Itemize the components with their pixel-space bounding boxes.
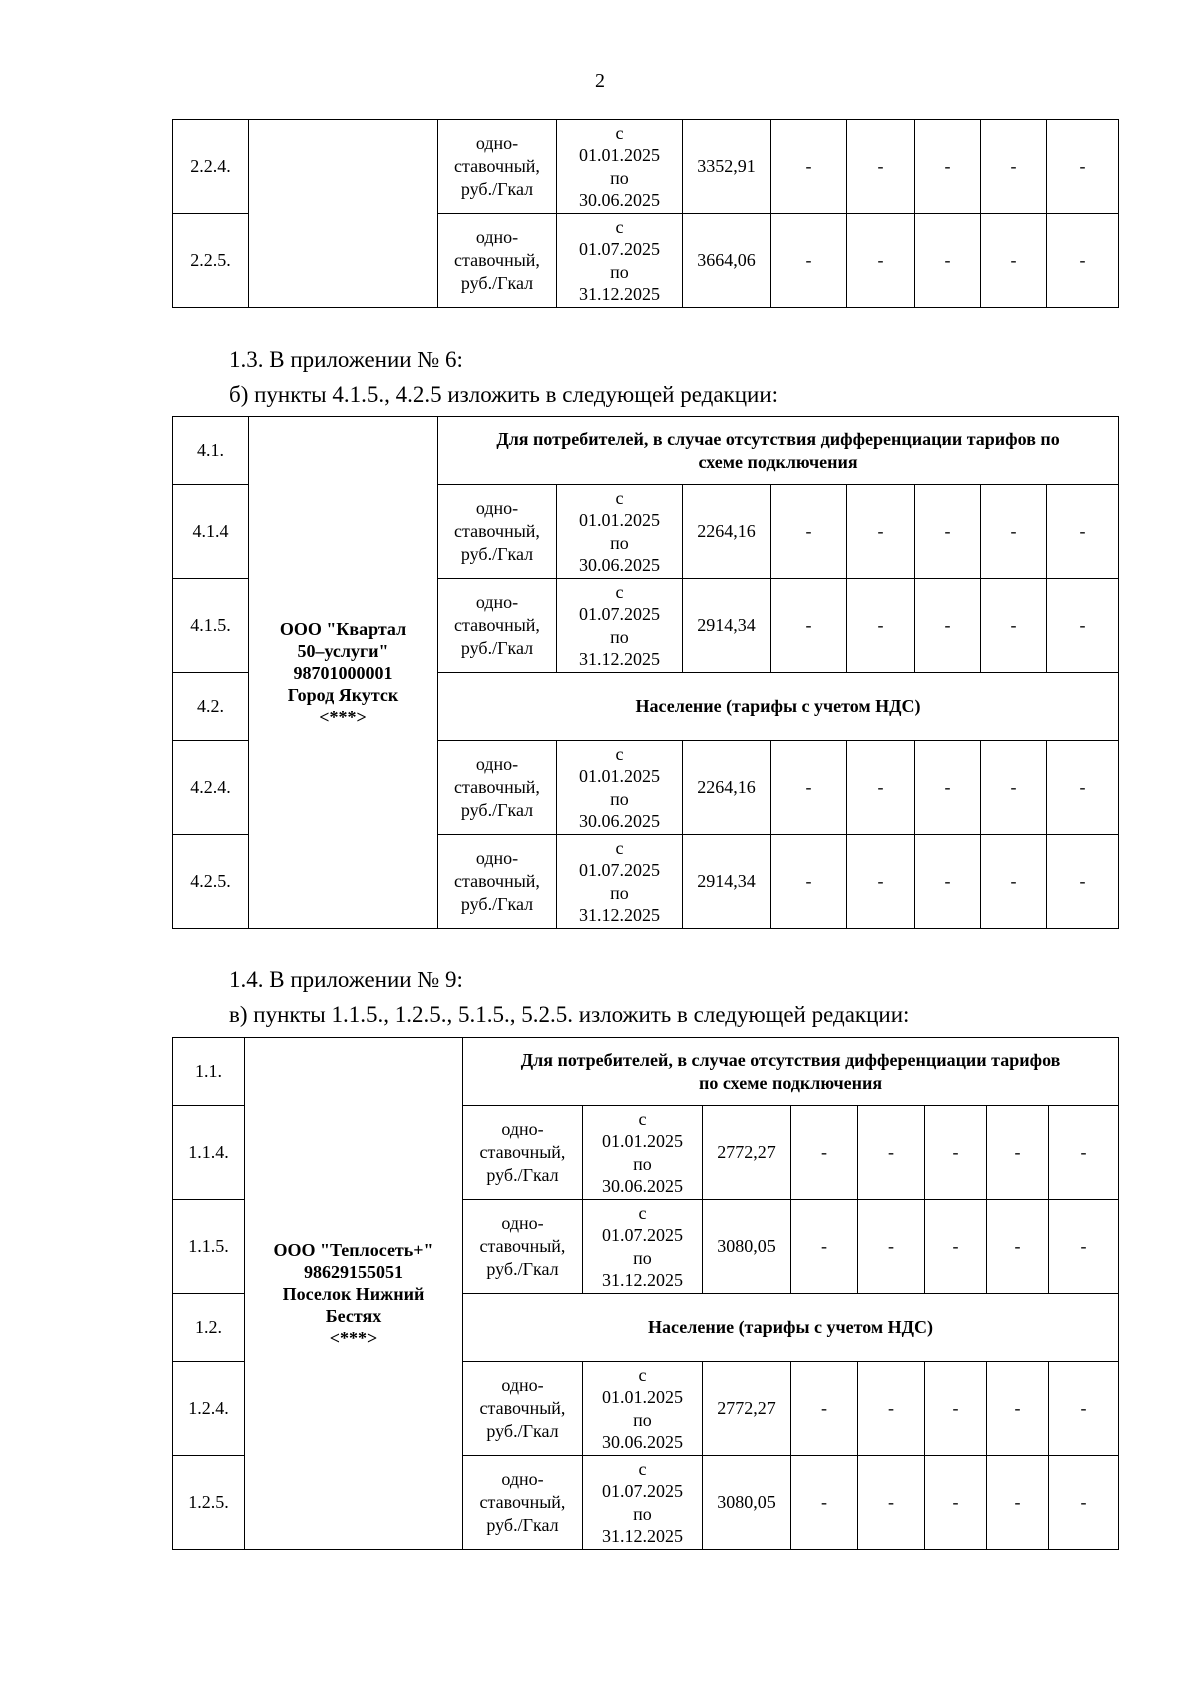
table-row: [173, 120, 1119, 214]
row-number: 2.2.5.: [173, 214, 249, 308]
table-row: [173, 417, 1119, 485]
dash-cell: -: [847, 835, 915, 929]
row-number: 1.2.4.: [173, 1362, 245, 1456]
dash-cell: -: [981, 835, 1047, 929]
dash-cell: -: [858, 1106, 925, 1200]
tariff-type: одно- ставочный, руб./Гкал: [463, 1106, 583, 1200]
dash-cell: -: [915, 835, 981, 929]
dash-cell: -: [1047, 835, 1119, 929]
tariff-type: одно- ставочный, руб./Гкал: [438, 835, 557, 929]
organization-cell: ООО "Теплосеть+" 98629155051 Поселок Нижний Бестях <***>: [245, 1038, 463, 1550]
tariff-value: 2264,16: [683, 741, 771, 835]
table-row: [173, 1038, 1119, 1106]
dash-cell: -: [987, 1456, 1049, 1550]
dash-cell: -: [987, 1200, 1049, 1294]
dash-cell: -: [1047, 214, 1119, 308]
dash-cell: -: [1049, 1200, 1119, 1294]
group-title: Для потребителей, в случае отсутствия дифференциации тарифов по схеме подключения: [438, 417, 1119, 485]
section-subheading: б) пункты 4.1.5., 4.2.5 изложить в следующей редакции:: [229, 382, 779, 407]
dash-cell: -: [925, 1456, 987, 1550]
tariff-value: 2914,34: [683, 835, 771, 929]
dash-cell: -: [925, 1200, 987, 1294]
dash-cell: -: [1049, 1106, 1119, 1200]
dash-cell: -: [915, 214, 981, 308]
tariff-period: с 01.07.2025 по 31.12.2025: [583, 1456, 703, 1550]
group-number: 1.1.: [173, 1038, 245, 1106]
dash-cell: -: [791, 1362, 858, 1456]
dash-cell: -: [1047, 485, 1119, 579]
group-number: 1.2.: [173, 1294, 245, 1362]
tariff-period: с 01.01.2025 по 30.06.2025: [557, 741, 683, 835]
tariff-value: 2264,16: [683, 485, 771, 579]
page-number: 2: [595, 70, 605, 92]
dash-cell: -: [771, 214, 847, 308]
tariff-period: с 01.07.2025 по 31.12.2025: [583, 1200, 703, 1294]
tariff-period: с 01.07.2025 по 31.12.2025: [557, 214, 683, 308]
dash-cell: -: [771, 835, 847, 929]
tariff-type: одно- ставочный, руб./Гкал: [438, 485, 557, 579]
tariff-type: одно- ставочный, руб./Гкал: [438, 214, 557, 308]
tariff-table-3: [172, 1037, 1119, 1550]
dash-cell: -: [847, 579, 915, 673]
dash-cell: -: [981, 214, 1047, 308]
dash-cell: -: [915, 579, 981, 673]
tariff-type: одно- ставочный, руб./Гкал: [438, 120, 557, 214]
group-number: 4.2.: [173, 673, 249, 741]
row-number: 1.2.5.: [173, 1456, 245, 1550]
row-number: 4.1.4: [173, 485, 249, 579]
dash-cell: -: [987, 1362, 1049, 1456]
tariff-type: одно- ставочный, руб./Гкал: [438, 741, 557, 835]
tariff-period: с 01.07.2025 по 31.12.2025: [557, 835, 683, 929]
dash-cell: -: [981, 120, 1047, 214]
row-number: 4.2.4.: [173, 741, 249, 835]
tariff-type: одно- ставочный, руб./Гкал: [463, 1362, 583, 1456]
dash-cell: -: [791, 1200, 858, 1294]
section-heading: 1.4. В приложении № 9:: [229, 967, 463, 992]
dash-cell: -: [987, 1106, 1049, 1200]
row-number: 1.1.4.: [173, 1106, 245, 1200]
dash-cell: -: [771, 579, 847, 673]
dash-cell: -: [981, 485, 1047, 579]
dash-cell: -: [915, 741, 981, 835]
group-title: Для потребителей, в случае отсутствия дифференциации тарифов по схеме подключения: [463, 1038, 1119, 1106]
dash-cell: -: [847, 214, 915, 308]
row-number: 4.2.5.: [173, 835, 249, 929]
dash-cell: -: [771, 485, 847, 579]
section-subheading: в) пункты 1.1.5., 1.2.5., 5.1.5., 5.2.5. изложить в следующей редакции:: [229, 1002, 910, 1027]
dash-cell: -: [771, 120, 847, 214]
tariff-value: 3352,91: [683, 120, 771, 214]
tariff-value: 3080,05: [703, 1456, 791, 1550]
tariff-type: одно- ставочный, руб./Гкал: [463, 1456, 583, 1550]
tariff-value: 3080,05: [703, 1200, 791, 1294]
dash-cell: -: [1049, 1456, 1119, 1550]
tariff-table-2: [172, 416, 1119, 929]
dash-cell: -: [847, 741, 915, 835]
dash-cell: -: [1047, 579, 1119, 673]
section-heading: 1.3. В приложении № 6:: [229, 347, 463, 372]
group-title: Население (тарифы с учетом НДС): [438, 673, 1119, 741]
dash-cell: -: [1047, 741, 1119, 835]
dash-cell: -: [915, 485, 981, 579]
dash-cell: -: [981, 741, 1047, 835]
dash-cell: -: [847, 120, 915, 214]
dash-cell: -: [925, 1362, 987, 1456]
tariff-table-1: [172, 119, 1119, 308]
dash-cell: -: [1047, 120, 1119, 214]
tariff-period: с 01.01.2025 по 30.06.2025: [557, 485, 683, 579]
dash-cell: -: [858, 1456, 925, 1550]
row-number: 1.1.5.: [173, 1200, 245, 1294]
group-title: Население (тарифы с учетом НДС): [463, 1294, 1119, 1362]
dash-cell: -: [847, 485, 915, 579]
dash-cell: -: [771, 741, 847, 835]
dash-cell: -: [858, 1200, 925, 1294]
tariff-period: с 01.01.2025 по 30.06.2025: [583, 1362, 703, 1456]
tariff-value: 3664,06: [683, 214, 771, 308]
tariff-value: 2772,27: [703, 1106, 791, 1200]
group-number: 4.1.: [173, 417, 249, 485]
tariff-period: с 01.01.2025 по 30.06.2025: [557, 120, 683, 214]
dash-cell: -: [981, 579, 1047, 673]
row-number: 4.1.5.: [173, 579, 249, 673]
tariff-value: 2914,34: [683, 579, 771, 673]
dash-cell: -: [858, 1362, 925, 1456]
dash-cell: -: [915, 120, 981, 214]
dash-cell: -: [925, 1106, 987, 1200]
tariff-type: одно- ставочный, руб./Гкал: [463, 1200, 583, 1294]
dash-cell: -: [791, 1106, 858, 1200]
tariff-period: с 01.01.2025 по 30.06.2025: [583, 1106, 703, 1200]
tariff-value: 2772,27: [703, 1362, 791, 1456]
organization-cell: ООО "Квартал 50–услуги" 98701000001 Город Якутск <***>: [249, 417, 438, 929]
dash-cell: -: [791, 1456, 858, 1550]
dash-cell: -: [1049, 1362, 1119, 1456]
row-number: 2.2.4.: [173, 120, 249, 214]
org-cell-empty: [249, 120, 438, 308]
tariff-period: с 01.07.2025 по 31.12.2025: [557, 579, 683, 673]
tariff-type: одно- ставочный, руб./Гкал: [438, 579, 557, 673]
